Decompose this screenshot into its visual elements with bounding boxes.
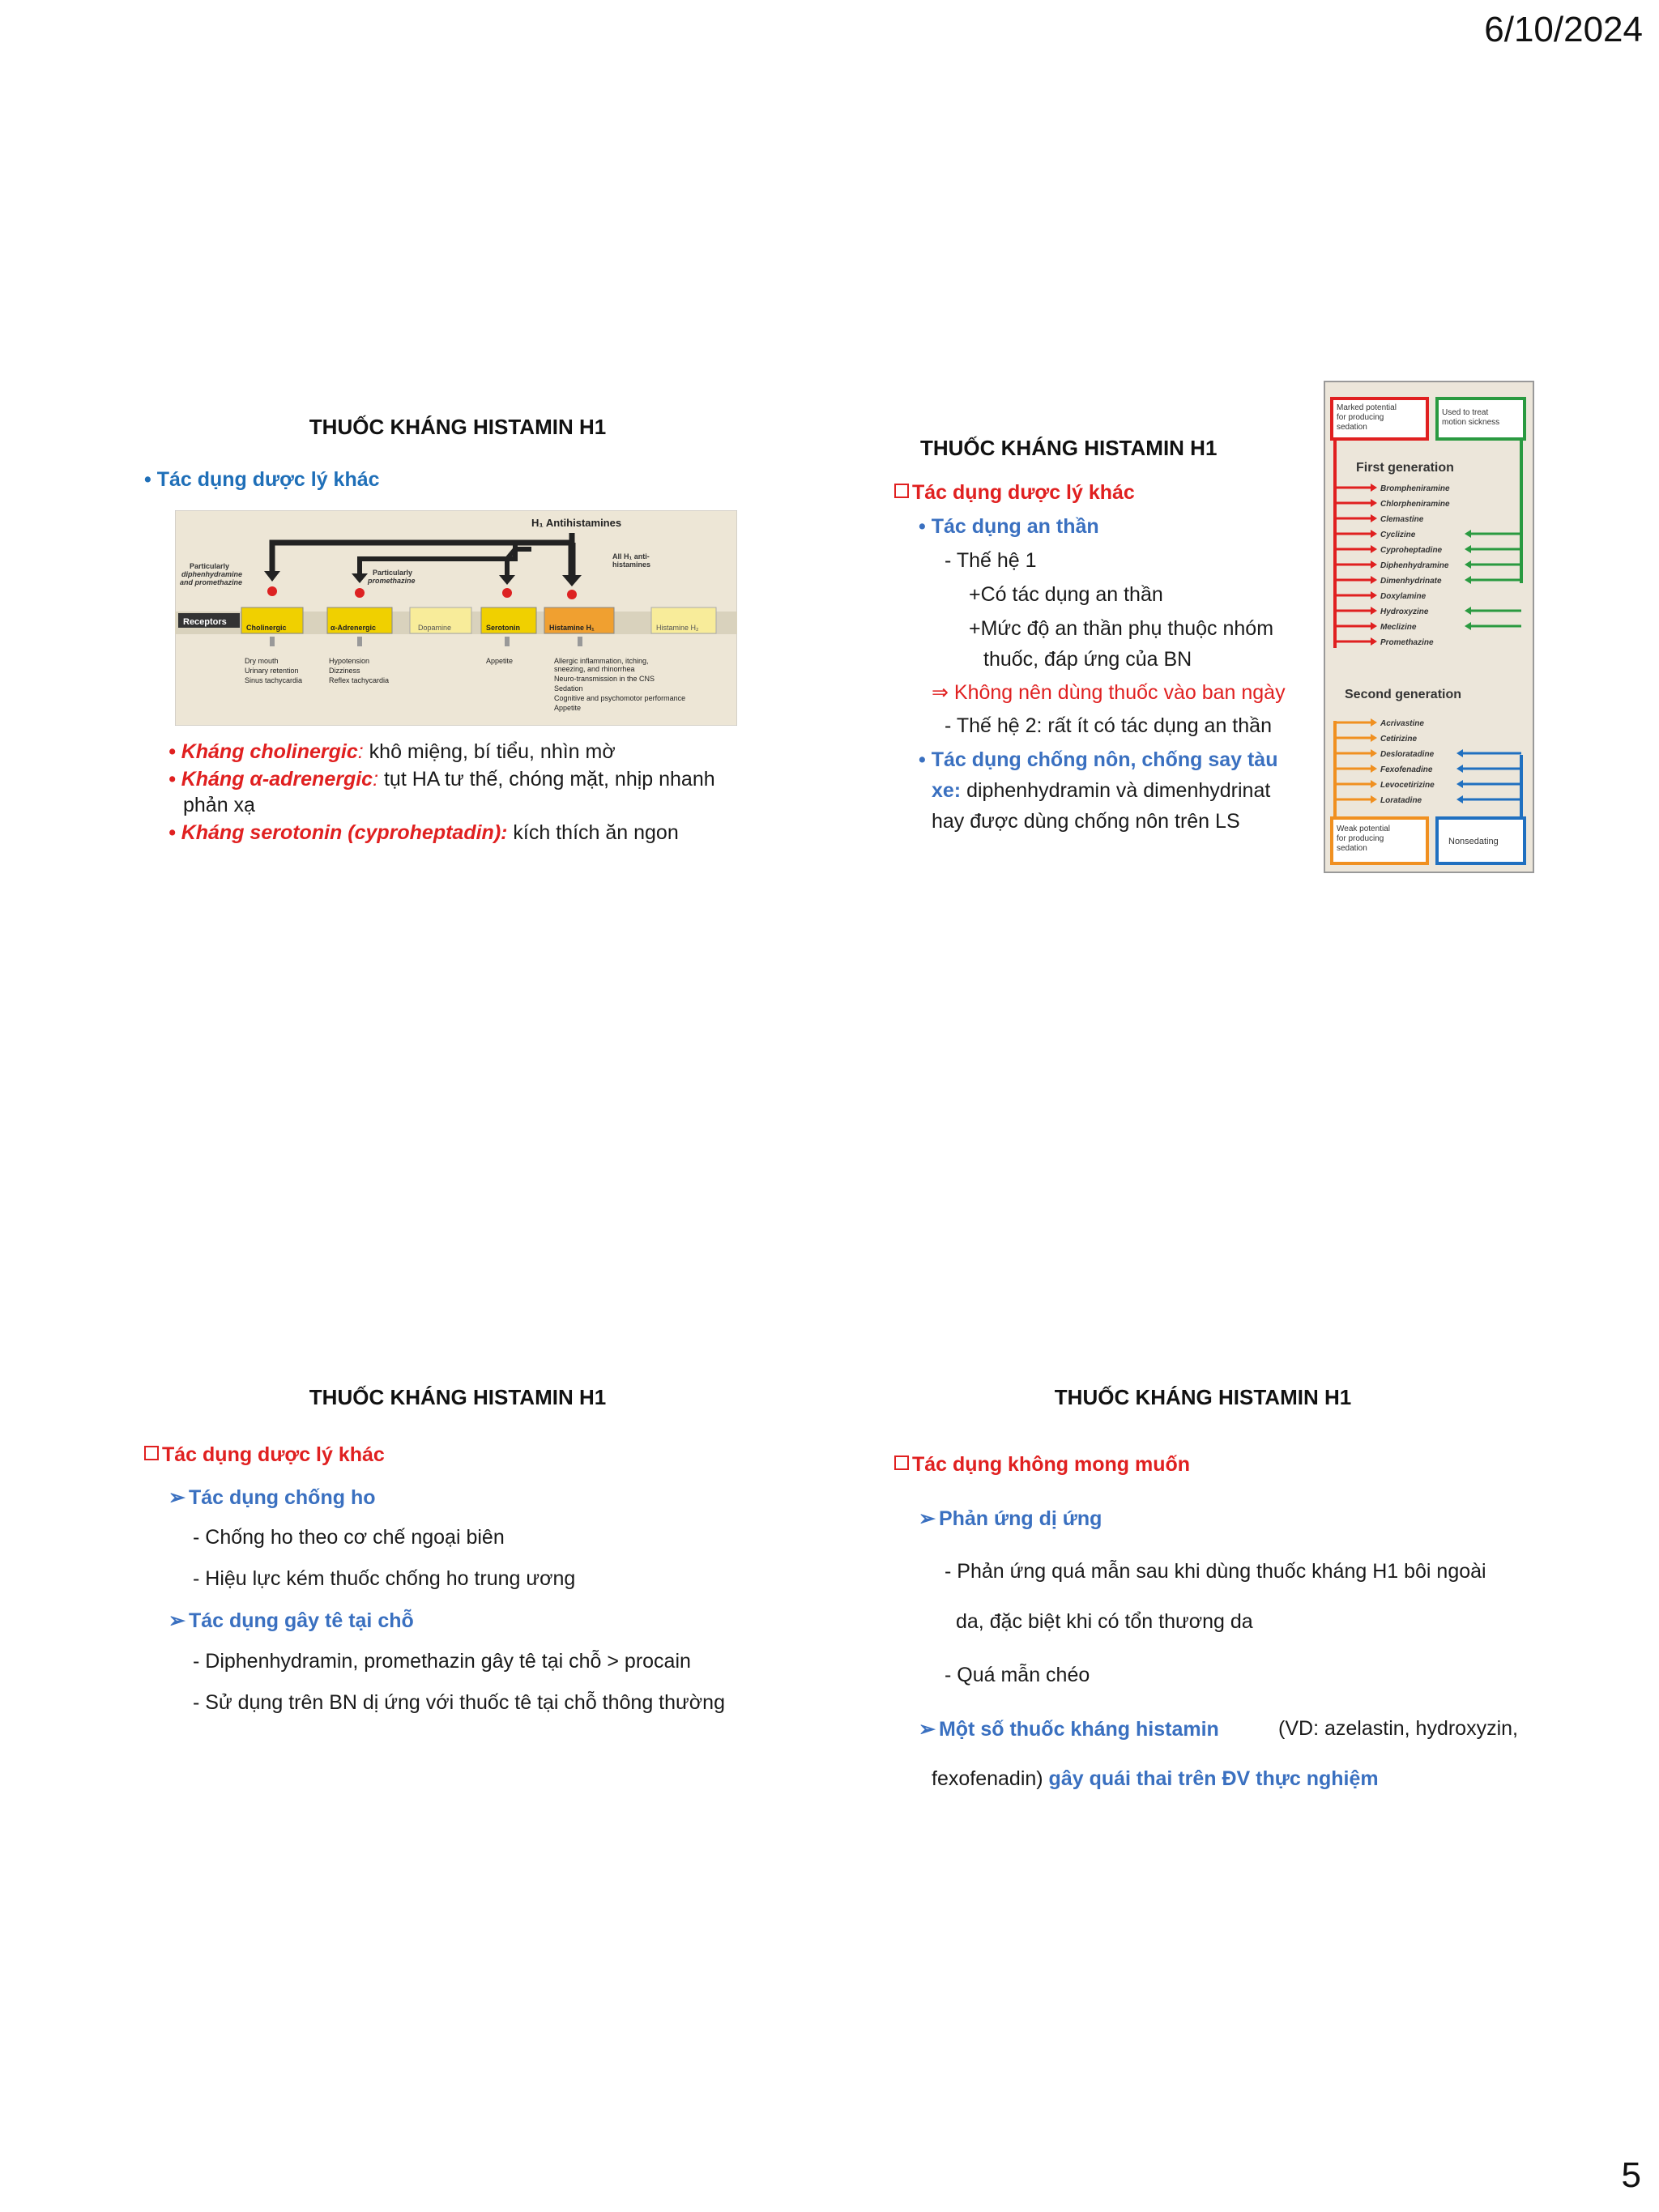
fig2-first-gen-drug: Hydroxyzine [1380, 607, 1429, 616]
slide-3-line-1: - Chống ho theo cơ chế ngoại biên [193, 1526, 505, 1549]
fig2-red-box-2: for producing [1337, 413, 1384, 422]
fig1-effect-appetite-h1: Appetite [554, 704, 582, 712]
fig1-effect-urinary: Urinary retention [245, 667, 299, 675]
slide-3-title: THUỐC KHÁNG HISTAMIN H1 [309, 1385, 607, 1409]
page-number: 5 [1621, 2155, 1641, 2195]
fig1-top-label: H₁ Antihistamines [531, 517, 622, 529]
slide-2-gen1-sedation: +Có tác dụng an thần [969, 583, 1163, 606]
generation-figure [1324, 381, 1534, 873]
fig1-receptor-h2: Histamine H₂ [656, 624, 699, 632]
fig2-first-gen-drug: Promethazine [1380, 638, 1434, 647]
slide-4-line-4: fexofenadin) gây quái thai trên ĐV thực nghiệm [932, 1767, 1379, 1790]
fig2-first-gen-drug: Diphenhydramine [1380, 561, 1449, 570]
slide-2-gen2: - Thế hệ 2: rất ít có tác dụng an thần [945, 714, 1272, 737]
fig2-first-gen-drug: Chlorpheniramine [1380, 500, 1450, 509]
fig1-effect-dry-mouth: Dry mouth [245, 657, 279, 665]
fig1-mid-label-2: promethazine [368, 577, 416, 585]
fig1-effect-sedation: Sedation [554, 684, 583, 693]
fig1-left-label-1: Particularly [190, 562, 230, 570]
slide-1-item-adrenergic-cont: phản xạ [183, 794, 255, 816]
slide-3-line-2: - Hiệu lực kém thuốc chống ho trung ương [193, 1567, 576, 1590]
arrow-bullet-icon: ➢ [919, 1507, 936, 1530]
slide-1-item-serotonin: • Kháng serotonin (cyproheptadin): kích thích ăn ngon [168, 821, 679, 844]
fig1-effect-dizziness: Dizziness [329, 667, 360, 675]
fig2-red-box-1: Marked potential [1337, 403, 1397, 412]
fig2-second-gen-drug: Fexofenadine [1380, 765, 1433, 774]
fig1-effect-sneezing: sneezing, and rhinorrhea [554, 665, 635, 673]
fig1-mid-label-1: Particularly [373, 569, 413, 577]
fig2-first-gen-drug: Clemastine [1380, 515, 1424, 524]
slide-1-item-adrenergic: • Kháng α-adrenergic: tụt HA tư thế, chóng mặt, nhịp nhanh [168, 768, 715, 791]
slide-4-sub-allergy: ➢ Phản ứng dị ứng [919, 1507, 1102, 1530]
fig1-receptor-serotonin: Serotonin [486, 624, 520, 632]
slide-2-gen1: - Thế hệ 1 [945, 549, 1037, 572]
arrow-bullet-icon: ➢ [919, 1718, 936, 1741]
fig1-effect-sinus: Sinus tachycardia [245, 676, 303, 684]
fig1-receptor-h1: Histamine H₁ [549, 624, 595, 632]
fig1-right-label-2: histamines [612, 560, 651, 569]
fig1-effect-appetite-serotonin: Appetite [486, 657, 514, 665]
slide-2-antiemetic-cont2: hay được dùng chống nôn trên LS [932, 810, 1240, 833]
fig2-second-gen: Second generation [1345, 688, 1462, 701]
checkbox-square-icon [894, 1455, 909, 1470]
fig1-effect-reflex: Reflex tachycardia [329, 676, 390, 684]
slide-2-antiemetic-cont: xe: diphenhydramin và dimenhydrinat [932, 779, 1271, 802]
fig2-orange-box-1: Weak potential [1337, 825, 1390, 833]
slide-3-line-3: - Diphenhydramin, promethazin gây tê tại chỗ > procain [193, 1650, 691, 1673]
fig2-first-gen-drug: Doxylamine [1380, 592, 1427, 601]
page-date: 6/10/2024 [1484, 10, 1643, 49]
fig2-orange-box-2: for producing [1337, 834, 1384, 843]
fig1-right-label-1: All H₁ anti- [612, 552, 650, 560]
slide-2-sub-antiemetic: • Tác dụng chống nôn, chống say tàu [919, 748, 1278, 771]
fig1-effect-neuro: Neuro-transmission in the CNS [554, 675, 655, 683]
fig1-effect-allergic: Allergic inflammation, itching, [554, 657, 649, 665]
slide-1-bullet: • Tác dụng dược lý khác [144, 468, 380, 491]
fig2-green-box-1: Used to treat [1442, 408, 1489, 417]
fig2-blue-box: Nonsedating [1448, 837, 1499, 846]
fig2-green-box-2: motion sickness [1442, 418, 1500, 427]
antihistamine-receptor-figure [175, 510, 737, 726]
slide-2-title: THUỐC KHÁNG HISTAMIN H1 [920, 436, 1218, 460]
fig2-second-gen-drug: Levocetirizine [1380, 781, 1435, 790]
slide-4-title: THUỐC KHÁNG HISTAMIN H1 [1054, 1385, 1352, 1409]
slide-3-sub-antitussive: ➢ Tác dụng chống ho [168, 1486, 376, 1509]
slide-4-sub-teratogen: ➢ Một số thuốc kháng histamin (VD: azelastin, hydroxyzin, [919, 1717, 1518, 1741]
fig1-effect-cognitive: Cognitive and psychomotor performance [554, 694, 686, 702]
fig1-effect-hypotension: Hypotension [329, 657, 370, 665]
slide-2-sub-sedation: • Tác dụng an thần [919, 515, 1099, 538]
fig1-receptors-label: Receptors [183, 617, 227, 627]
fig1-receptor-adrenergic: α-Adrenergic [331, 624, 377, 632]
fig2-first-gen: First generation [1356, 461, 1454, 475]
fig1-left-label-3: and promethazine [180, 578, 243, 586]
fig2-second-gen-drug: Loratadine [1380, 796, 1422, 805]
slide-4-section: Tác dụng không mong muốn [894, 1453, 1190, 1477]
fig2-orange-box-3: sedation [1337, 844, 1367, 853]
fig2-red-box-3: sedation [1337, 423, 1367, 432]
fig2-second-gen-drug: Acrivastine [1380, 719, 1424, 728]
slide-4-line-3: - Quá mẫn chéo [945, 1664, 1090, 1686]
slide-3-sub-anesthetic: ➢ Tác dụng gây tê tại chỗ [168, 1609, 414, 1632]
slide-4-line-2: da, đặc biệt khi có tổn thương da [956, 1610, 1253, 1633]
slide-2-gen1-level-cont: thuốc, đáp ứng của BN [983, 648, 1192, 671]
fig2-first-gen-drug: Cyproheptadine [1380, 546, 1443, 555]
slide-1-item-cholinergic: • Kháng cholinergic: khô miệng, bí tiểu, nhìn mờ [168, 740, 616, 763]
fig1-left-label-2: diphenhydramine [181, 570, 243, 578]
slide-4-line-1: - Phản ứng quá mẫn sau khi dùng thuốc kháng H1 bôi ngoài [945, 1560, 1486, 1583]
fig2-second-gen-drug: Cetirizine [1380, 735, 1418, 744]
arrow-bullet-icon: ➢ [168, 1609, 186, 1632]
fig2-first-gen-drug: Cyclizine [1380, 531, 1416, 539]
slide-3-section: Tác dụng dược lý khác [144, 1443, 385, 1467]
fig1-receptor-cholinergic: Cholinergic [246, 624, 287, 632]
fig1-receptor-dopamine: Dopamine [418, 624, 452, 632]
slide-1-title: THUỐC KHÁNG HISTAMIN H1 [309, 415, 607, 439]
fig2-first-gen-drug: Meclizine [1380, 623, 1417, 632]
fig2-first-gen-drug: Brompheniramine [1380, 484, 1450, 493]
checkbox-square-icon [894, 484, 909, 498]
slide-3-line-4: - Sử dụng trên BN dị ứng với thuốc tê tại chỗ thông thường [193, 1691, 725, 1714]
fig2-second-gen-drug: Desloratadine [1380, 750, 1435, 759]
slide-2-gen1-level: +Mức độ an thần phụ thuộc nhóm [969, 617, 1274, 640]
slide-2-section: Tác dụng dược lý khác [894, 481, 1135, 505]
arrow-bullet-icon: ➢ [168, 1486, 186, 1509]
slide-2-recommendation: ⇒ Không nên dùng thuốc vào ban ngày [932, 681, 1286, 704]
fig2-first-gen-drug: Dimenhydrinate [1380, 577, 1442, 586]
checkbox-square-icon [144, 1446, 159, 1460]
